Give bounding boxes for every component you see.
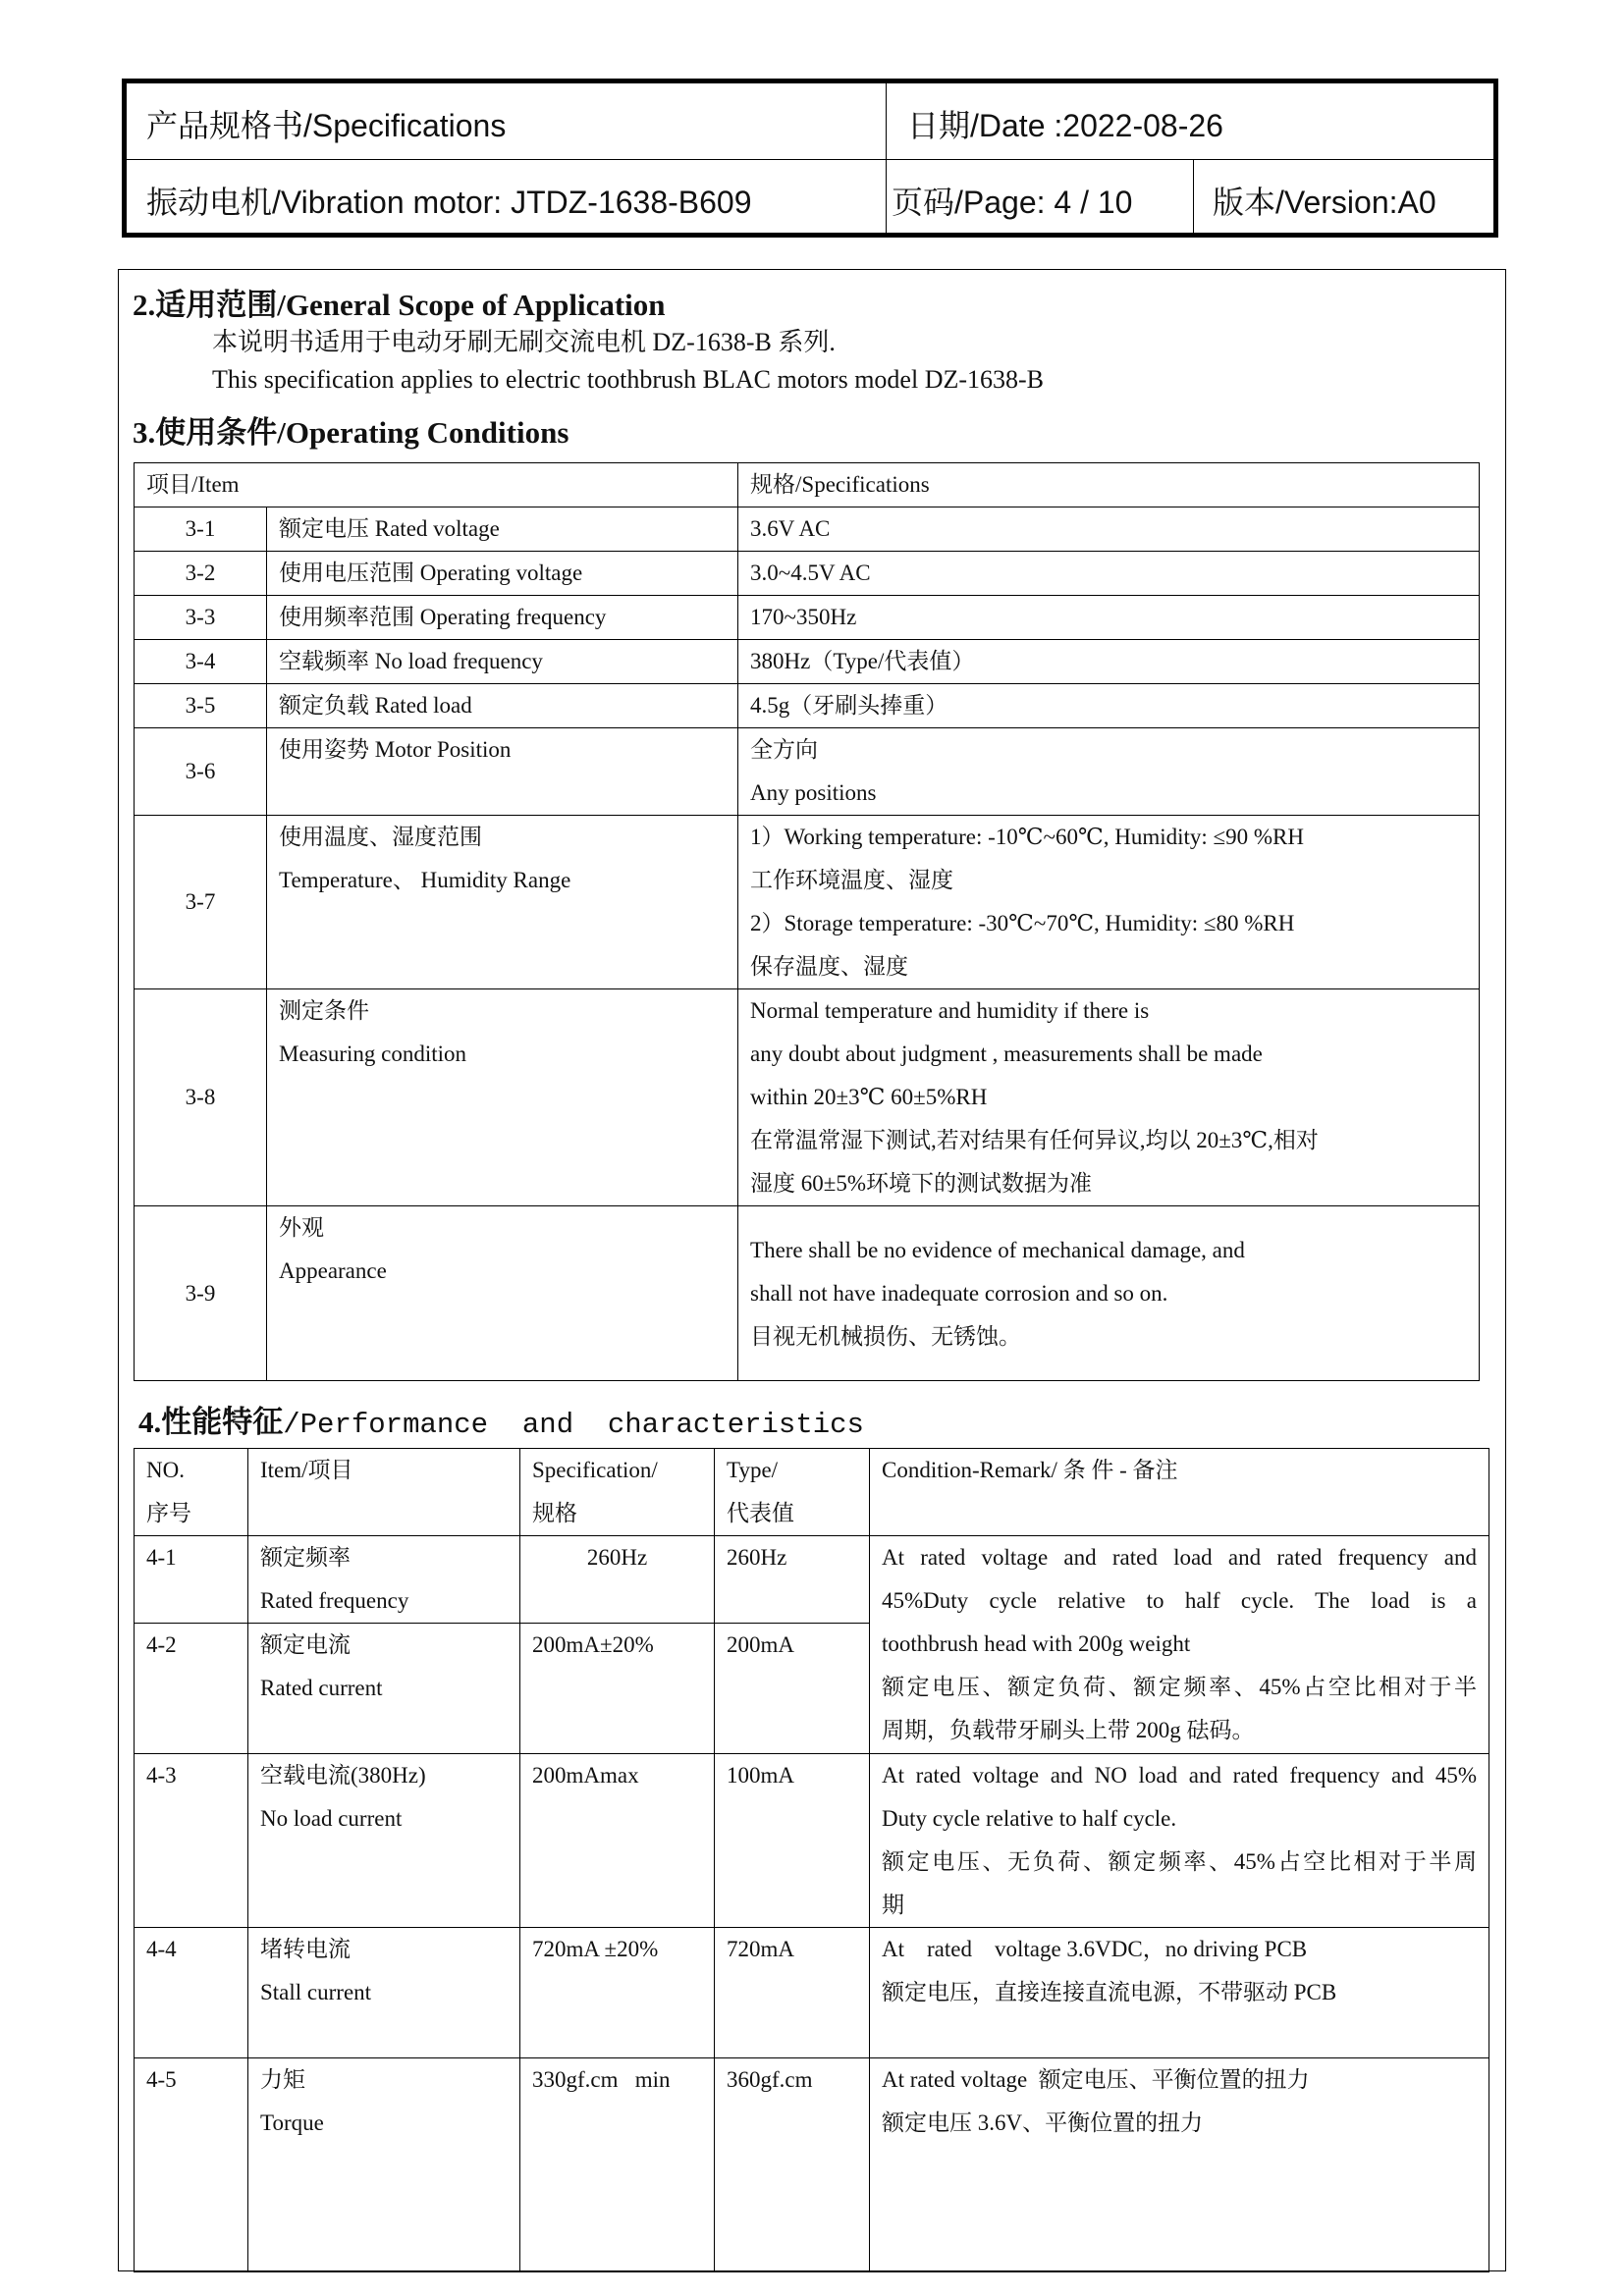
row-item <box>267 728 738 816</box>
table-row <box>135 816 1480 989</box>
header-row-1 <box>127 83 1493 160</box>
type-value: 260Hz <box>715 1536 870 1624</box>
item-text: 空载频率 No load frequency <box>279 649 543 673</box>
table-row <box>135 1536 1489 1624</box>
spec-text: 3.0~4.5V AC <box>750 561 871 585</box>
spec-text: Normal temperature and humidity if there is <box>750 998 1150 1023</box>
row-number: 3-4 <box>135 640 267 684</box>
type-value: 720mA <box>715 1928 870 2058</box>
condition-text: 期 <box>882 1893 904 1917</box>
header-label: Type/ <box>727 1458 779 1482</box>
type-value: 100mA <box>715 1754 870 1928</box>
row-number: 4-2 <box>135 1624 248 1754</box>
row-item <box>267 684 738 728</box>
header-spec <box>738 463 1480 507</box>
item-text: Measuring condition <box>279 1041 466 1066</box>
header-label: Condition-Remark/ 条 件 - 备注 <box>882 1458 1178 1482</box>
row-spec <box>738 816 1480 989</box>
spec-text: 4.5g（牙刷头捧重） <box>750 693 948 718</box>
row-spec <box>738 507 1480 552</box>
document-version: 版本/Version:A0 <box>1213 185 1436 220</box>
spec-text: 在常温常湿下测试,若对结果有任何异议,均以 20±3℃,相对 <box>750 1128 1319 1152</box>
item-text: Stall current <box>260 1980 372 2004</box>
table-row <box>135 684 1480 728</box>
section-4-heading-number: 4.性能特征 <box>138 1405 284 1439</box>
item-text: 力矩 <box>260 2067 305 2092</box>
row-number: 3-7 <box>135 816 267 989</box>
condition-text: 周期，负载带牙刷头上带 200g 砝码。 <box>882 1718 1255 1742</box>
condition-text: 额定电压、额定负荷、额定频率、45%占空比相对于半 <box>882 1675 1477 1699</box>
row-item <box>267 640 738 684</box>
item-text: Appearance <box>279 1258 387 1283</box>
header-spec <box>520 1449 715 1536</box>
header-spec-label: 规格/Specifications <box>750 472 930 497</box>
condition-text: At rated voltage 额定电压、平衡位置的扭力 <box>882 2067 1310 2092</box>
spec-text: 工作环境温度、湿度 <box>750 868 954 892</box>
row-item <box>267 507 738 552</box>
header-no <box>135 1449 248 1536</box>
spec-value: 200mAmax <box>520 1754 715 1928</box>
section-3-heading: 3.使用条件/Operating Conditions <box>133 415 569 450</box>
header-row-2 <box>127 160 1493 233</box>
row-number: 3-5 <box>135 684 267 728</box>
row-item <box>267 816 738 989</box>
scope-text-cn: 本说明书适用于电动牙刷无刷交流电机 DZ-1638-B 系列. <box>212 328 836 356</box>
header-label: Specification/ <box>532 1458 658 1482</box>
condition-cell <box>870 2058 1489 2272</box>
row-spec <box>738 684 1480 728</box>
condition-text: Duty cycle relative to half cycle. <box>882 1806 1177 1831</box>
row-number: 3-9 <box>135 1206 267 1381</box>
table-row <box>135 989 1480 1206</box>
spec-text: 全方向 <box>750 737 819 762</box>
header-item <box>248 1449 520 1536</box>
condition-cell <box>870 1928 1489 2058</box>
condition-text: 额定电压，直接连接直流电源，不带驱动 PCB <box>882 1980 1337 2004</box>
spec-title: 产品规格书/Specifications <box>146 108 507 143</box>
table-row <box>135 1754 1489 1928</box>
row-number: 3-3 <box>135 596 267 640</box>
table-row <box>135 507 1480 552</box>
row-spec <box>738 989 1480 1206</box>
spec-value: 260Hz <box>520 1536 715 1624</box>
document-header <box>122 79 1498 238</box>
spec-text: 3.6V AC <box>750 516 831 541</box>
spec-text: 目视无机械损伤、无锈蚀。 <box>750 1323 1022 1349</box>
row-number: 4-4 <box>135 1928 248 2058</box>
spec-text: shall not have inadequate corrosion and so on. <box>750 1280 1168 1306</box>
row-item <box>248 1928 520 2058</box>
row-number: 3-6 <box>135 728 267 816</box>
spec-text: There shall be no evidence of mechanical damage, and <box>750 1237 1245 1262</box>
item-text: 堵转电流 <box>260 1937 351 1961</box>
table-header-row <box>135 463 1480 507</box>
table-row <box>135 640 1480 684</box>
table-header-row <box>135 1449 1489 1536</box>
product-name: 振动电机/Vibration motor: JTDZ-1638-B609 <box>146 185 752 220</box>
row-item <box>267 552 738 596</box>
section-4-heading-text: /Performance and characteristics <box>283 1409 864 1441</box>
condition-text: At rated voltage 3.6VDC，no driving PCB <box>882 1937 1308 1961</box>
item-text: 使用姿势 Motor Position <box>279 737 512 762</box>
header-condition <box>870 1449 1489 1536</box>
row-item <box>248 1624 520 1754</box>
row-item <box>267 596 738 640</box>
row-item <box>248 2058 520 2272</box>
table-row <box>135 728 1480 816</box>
row-item <box>248 1754 520 1928</box>
item-text: Rated current <box>260 1676 383 1700</box>
spec-value: 200mA±20% <box>520 1624 715 1754</box>
document-date: 日期/Date :2022-08-26 <box>907 108 1223 143</box>
header-item-label: 项目/Item <box>146 472 240 497</box>
item-text: Rated frequency <box>260 1588 409 1613</box>
header-divider <box>886 160 887 233</box>
spec-text: 湿度 60±5%环境下的测试数据为准 <box>750 1171 1093 1196</box>
row-item <box>267 989 738 1206</box>
item-text: 额定频率 <box>260 1545 351 1570</box>
condition-cell <box>870 1754 1489 1928</box>
row-item <box>248 1536 520 1624</box>
row-spec <box>738 1206 1480 1381</box>
item-text: 额定负载 Rated load <box>279 693 472 718</box>
scope-text-en: This specification applies to electric toothbrush BLAC motors model DZ-1638-B <box>212 365 1045 394</box>
table-row <box>135 1206 1480 1381</box>
item-text: 测定条件 <box>279 998 369 1023</box>
item-text: 使用温度、湿度范围 <box>279 825 482 849</box>
item-text: 空载电流(380Hz) <box>260 1763 426 1788</box>
row-item <box>267 1206 738 1381</box>
row-number: 3-8 <box>135 989 267 1206</box>
header-divider <box>886 83 887 159</box>
row-spec <box>738 640 1480 684</box>
header-label: 规格 <box>532 1501 577 1525</box>
item-text: Torque <box>260 2110 324 2135</box>
row-number: 4-1 <box>135 1536 248 1624</box>
condition-text: 额定电压、无负荷、额定频率、45%占空比相对于半周 <box>882 1849 1477 1874</box>
item-text: 使用电压范围 Operating voltage <box>279 561 583 585</box>
row-spec <box>738 728 1480 816</box>
page-number: 页码/Page: 4 / 10 <box>892 185 1133 220</box>
condition-text: At rated voltage and rated load and rated frequency and <box>882 1545 1477 1570</box>
row-number: 4-5 <box>135 2058 248 2272</box>
condition-cell <box>870 1536 1489 1754</box>
spec-text: 1）Working temperature: -10℃~60℃, Humidity: ≤90 %RH <box>750 825 1304 849</box>
item-text: Temperature、 Humidity Range <box>279 868 571 892</box>
spec-text: 保存温度、湿度 <box>750 954 909 979</box>
header-item <box>135 463 738 507</box>
operating-conditions-table <box>134 462 1480 1381</box>
item-text: No load current <box>260 1806 403 1831</box>
item-text: 额定电压 Rated voltage <box>279 516 500 541</box>
condition-text: At rated voltage and NO load and rated frequency and 45% <box>882 1763 1477 1788</box>
content-frame <box>118 269 1506 2271</box>
table-row <box>135 596 1480 640</box>
table-row <box>135 2058 1489 2272</box>
item-text: 使用频率范围 Operating frequency <box>279 605 607 629</box>
spec-text: Any positions <box>750 780 877 805</box>
table-row <box>135 1928 1489 2058</box>
table-row <box>135 552 1480 596</box>
type-value: 200mA <box>715 1624 870 1754</box>
header-label: 序号 <box>146 1501 191 1525</box>
row-spec <box>738 552 1480 596</box>
header-type <box>715 1449 870 1536</box>
row-number: 4-3 <box>135 1754 248 1928</box>
condition-text: toothbrush head with 200g weight <box>882 1631 1191 1656</box>
header-label: 代表值 <box>727 1501 794 1525</box>
item-text: 外观 <box>279 1215 324 1240</box>
spec-value: 720mA ±20% <box>520 1928 715 2058</box>
condition-text: 额定电压 3.6V、平衡位置的扭力 <box>882 2110 1204 2135</box>
header-divider <box>1193 160 1194 233</box>
item-text: 额定电流 <box>260 1632 351 1657</box>
section-2-heading: 2.适用范围/General Scope of Application <box>133 288 666 322</box>
row-number: 3-2 <box>135 552 267 596</box>
spec-text: 380Hz（Type/代表值） <box>750 649 975 673</box>
spec-text: within 20±3℃ 60±5%RH <box>750 1085 988 1109</box>
type-value: 360gf.cm <box>715 2058 870 2272</box>
header-label: Item/项目 <box>260 1458 353 1482</box>
spec-text: 2）Storage temperature: -30℃~70℃, Humidity: ≤80 %RH <box>750 911 1295 935</box>
section-4-heading <box>138 1397 864 1441</box>
row-number: 3-1 <box>135 507 267 552</box>
spec-value: 330gf.cm min <box>520 2058 715 2272</box>
spec-text: 170~350Hz <box>750 605 857 629</box>
condition-text: 45%Duty cycle relative to half cycle. The load is a <box>882 1588 1477 1613</box>
header-label: NO. <box>146 1458 185 1482</box>
spec-text: any doubt about judgment , measurements shall be made <box>750 1041 1263 1066</box>
performance-table <box>134 1448 1489 2272</box>
row-spec <box>738 596 1480 640</box>
